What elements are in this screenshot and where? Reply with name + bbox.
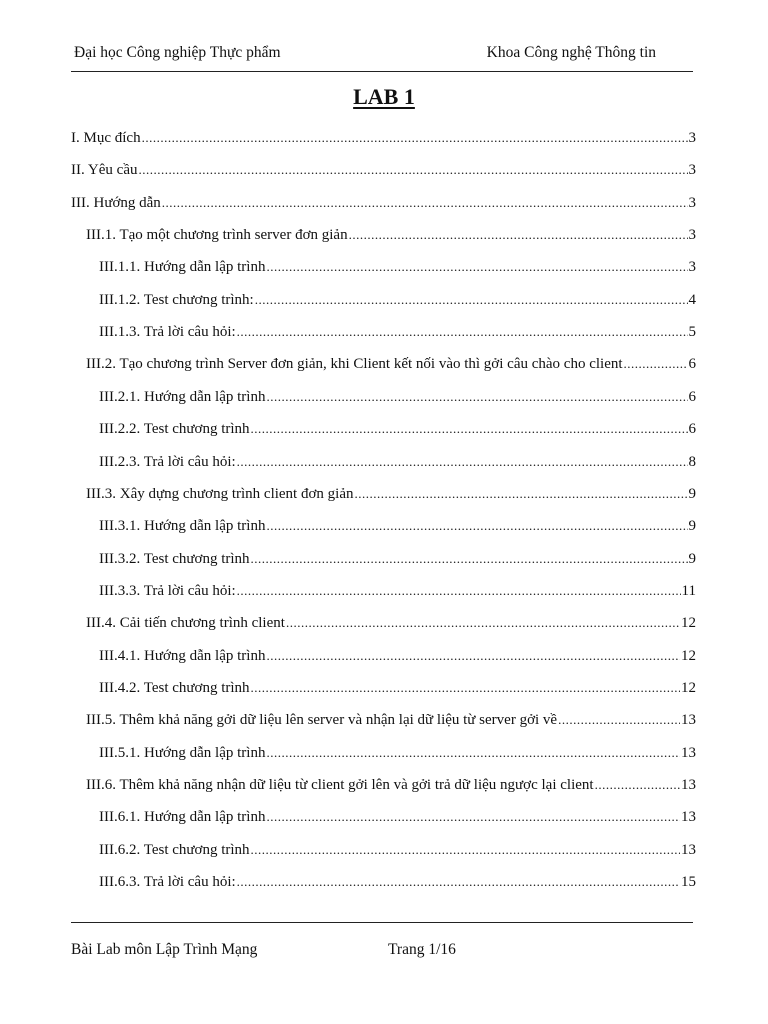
toc-entry-page: 13 xyxy=(681,777,696,793)
toc-dot-leader xyxy=(237,581,681,601)
toc-entry[interactable] xyxy=(99,452,696,472)
toc-entry[interactable] xyxy=(86,354,696,374)
toc-entry[interactable] xyxy=(99,743,696,763)
toc-entry-page: 3 xyxy=(688,227,696,243)
toc-entry[interactable] xyxy=(99,322,696,342)
toc-dot-leader xyxy=(162,193,688,213)
toc-entry[interactable] xyxy=(71,193,696,213)
toc-dot-leader xyxy=(354,484,687,504)
toc-entry-page: 3 xyxy=(688,195,696,211)
toc-dot-leader xyxy=(237,452,688,472)
toc-dot-leader xyxy=(251,419,688,439)
toc-entry-page: 12 xyxy=(681,680,696,696)
toc-entry-title: III.4. Cải tiến chương trình client xyxy=(86,615,285,631)
toc-entry-page: 9 xyxy=(688,486,696,502)
toc-entry-title: I. Mục đích xyxy=(71,130,141,146)
toc-dot-leader xyxy=(255,290,688,310)
toc-entry[interactable] xyxy=(99,872,696,892)
toc-dot-leader xyxy=(266,807,680,827)
toc-entry-page: 4 xyxy=(688,292,696,308)
toc-entry-title: III.2.2. Test chương trình xyxy=(99,421,250,437)
toc-dot-leader xyxy=(266,387,687,407)
document-title: LAB 1 xyxy=(353,84,415,109)
toc-entry[interactable] xyxy=(99,678,696,698)
toc-dot-leader xyxy=(237,322,688,342)
toc-entry[interactable] xyxy=(99,840,696,860)
toc-entry-title: III.4.1. Hướng dẫn lập trình xyxy=(99,648,266,664)
toc-entry[interactable] xyxy=(86,225,696,245)
toc-entry-page: 6 xyxy=(688,421,696,437)
toc-entry[interactable] xyxy=(99,549,696,569)
toc-entry-title: III.3.1. Hướng dẫn lập trình xyxy=(99,518,266,534)
toc-dot-leader xyxy=(266,516,687,536)
toc-entry-title: III.1.2. Test chương trình: xyxy=(99,292,254,308)
footer-page-number: Trang 1/16 xyxy=(388,941,456,958)
toc-entry[interactable] xyxy=(99,387,696,407)
toc-entry[interactable] xyxy=(99,419,696,439)
toc-dot-leader xyxy=(266,743,680,763)
toc-dot-leader xyxy=(237,872,680,892)
header-faculty: Khoa Công nghệ Thông tin xyxy=(486,44,656,61)
toc-entry-title: III.2.1. Hướng dẫn lập trình xyxy=(99,389,266,405)
toc-entry-title: III.1.3. Trả lời câu hỏi: xyxy=(99,324,236,340)
toc-entry-page: 3 xyxy=(688,259,696,275)
toc-entry-title: II. Yêu cầu xyxy=(71,162,138,178)
toc-entry-title: III.5. Thêm khả năng gởi dữ liệu lên server và nhận lại dữ liệu từ server gởi về xyxy=(86,712,558,728)
toc-entry-title: III.4.2. Test chương trình xyxy=(99,680,250,696)
toc-dot-leader xyxy=(251,840,680,860)
toc-dot-leader xyxy=(142,128,688,148)
toc-dot-leader xyxy=(266,257,687,277)
toc-entry-title: III.6.2. Test chương trình xyxy=(99,842,250,858)
footer-divider xyxy=(71,922,693,923)
toc-dot-leader xyxy=(624,354,688,374)
toc-entry[interactable] xyxy=(71,160,696,180)
toc-entry-page: 5 xyxy=(688,324,696,340)
toc-entry[interactable] xyxy=(86,710,696,730)
toc-entry-title: III.2. Tạo chương trình Server đơn giản, khi Client kết nối vào thì gởi câu chào cho client xyxy=(86,356,623,372)
toc-entry-title: III.6.1. Hướng dẫn lập trình xyxy=(99,809,266,825)
toc-entry-page: 12 xyxy=(681,648,696,664)
toc-dot-leader xyxy=(558,710,680,730)
toc-entry[interactable] xyxy=(99,290,696,310)
page-footer xyxy=(71,941,693,963)
toc-entry-page: 3 xyxy=(688,130,696,146)
toc-entry-title: III.5.1. Hướng dẫn lập trình xyxy=(99,745,266,761)
toc-entry[interactable] xyxy=(99,807,696,827)
toc-entry-title: III.6.3. Trả lời câu hỏi: xyxy=(99,874,236,890)
toc-entry[interactable] xyxy=(86,775,696,795)
toc-entry[interactable] xyxy=(99,257,696,277)
page-header xyxy=(74,44,694,66)
toc-entry-page: 9 xyxy=(688,518,696,534)
toc-entry[interactable] xyxy=(71,128,696,148)
toc-entry[interactable] xyxy=(86,613,696,633)
toc-dot-leader xyxy=(595,775,680,795)
toc-entry-page: 12 xyxy=(681,615,696,631)
toc-dot-leader xyxy=(251,549,688,569)
header-university: Đại học Công nghiệp Thực phẩm xyxy=(74,44,281,61)
toc-entry-page: 6 xyxy=(688,389,696,405)
header-divider xyxy=(71,71,693,72)
toc-entry-title: III. Hướng dẫn xyxy=(71,195,161,211)
toc-entry-page: 13 xyxy=(681,842,696,858)
toc-dot-leader xyxy=(286,613,680,633)
toc-dot-leader xyxy=(251,678,680,698)
toc-entry-page: 9 xyxy=(688,551,696,567)
toc-entry-page: 11 xyxy=(681,583,696,599)
toc-dot-leader xyxy=(266,646,680,666)
toc-entry-title: III.3. Xây dựng chương trình client đơn giản xyxy=(86,486,354,502)
toc-entry-title: III.2.3. Trả lời câu hỏi: xyxy=(99,454,236,470)
toc-entry-title: III.3.3. Trả lời câu hỏi: xyxy=(99,583,236,599)
toc-entry-page: 6 xyxy=(688,356,696,372)
toc-entry[interactable] xyxy=(99,646,696,666)
toc-entry[interactable] xyxy=(99,516,696,536)
toc-entry[interactable] xyxy=(99,581,696,601)
toc-entry-page: 13 xyxy=(681,745,696,761)
toc-entry[interactable] xyxy=(86,484,696,504)
toc-dot-leader xyxy=(139,160,688,180)
toc-entry-title: III.1.1. Hướng dẫn lập trình xyxy=(99,259,266,275)
toc-entry-title: III.6. Thêm khả năng nhận dữ liệu từ client gởi lên và gởi trả dữ liệu ngược lại client xyxy=(86,777,594,793)
toc-entry-page: 13 xyxy=(681,712,696,728)
toc-entry-page: 15 xyxy=(681,874,696,890)
toc-dot-leader xyxy=(349,225,688,245)
toc-entry-title: III.3.2. Test chương trình xyxy=(99,551,250,567)
toc-entry-title: III.1. Tạo một chương trình server đơn giản xyxy=(86,227,348,243)
footer-course: Bài Lab môn Lập Trình Mạng xyxy=(71,941,258,958)
toc-entry-page: 3 xyxy=(688,162,696,178)
toc-entry-page: 13 xyxy=(681,809,696,825)
toc-entry-page: 8 xyxy=(688,454,696,470)
